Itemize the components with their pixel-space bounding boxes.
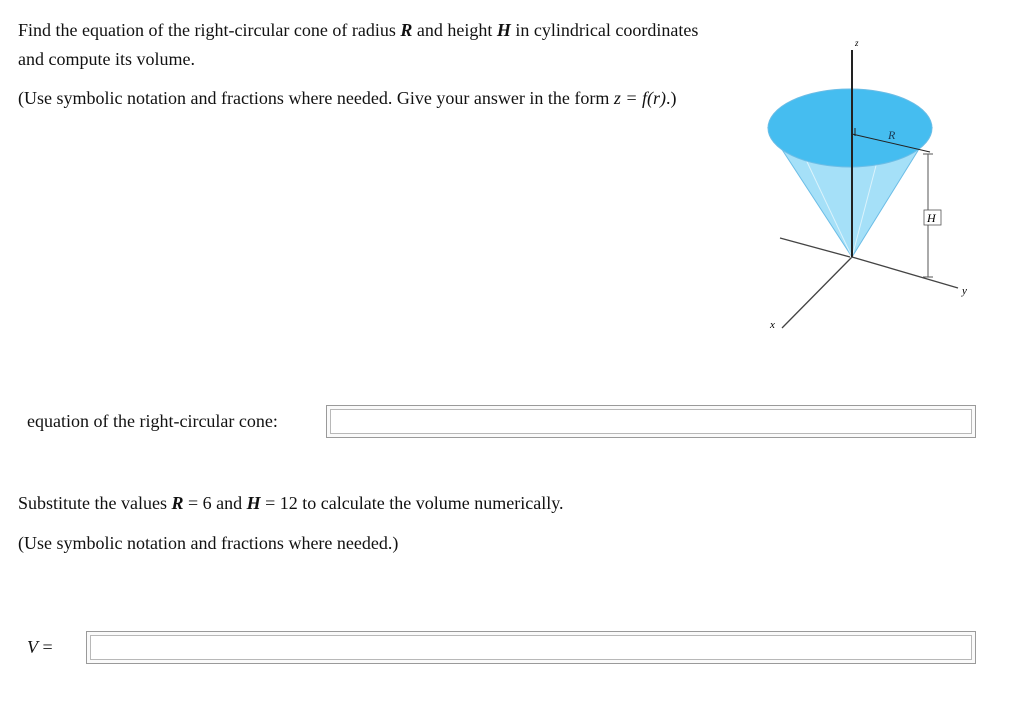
volume-symbol: V	[27, 637, 38, 657]
volume-equals: =	[38, 637, 53, 657]
volume-input[interactable]	[86, 631, 976, 664]
cone-equation-label: equation of the right-circular cone:	[27, 411, 278, 431]
radius-value-text: = 6 and	[183, 493, 247, 513]
volume-input-field[interactable]	[90, 635, 972, 660]
substitution-text: Substitute the values	[18, 493, 172, 513]
cone-equation-input-field[interactable]	[330, 409, 972, 434]
z-axis-label: z	[855, 38, 859, 48]
volume-label	[27, 633, 53, 662]
notation-text-end: .)	[665, 88, 677, 108]
answer-form-formula: z = f(r)	[613, 88, 666, 108]
radius-label: R	[888, 128, 896, 142]
problem-text-part: and height	[412, 20, 497, 40]
substitution-instructions	[18, 489, 564, 518]
notation-instructions	[18, 84, 718, 113]
problem-text-part: Find the equation of the right-circular cone of radius	[18, 20, 401, 40]
height-label: H	[927, 211, 936, 225]
y-axis-label: y	[962, 285, 967, 297]
height-value-text: = 12 to calculate the volume numerically.	[260, 493, 564, 513]
volume-notation-instructions: (Use symbolic notation and fractions where needed.)	[18, 533, 399, 553]
y-axis-right	[852, 257, 958, 288]
y-axis-left	[780, 238, 850, 257]
cone-diagram	[760, 30, 980, 340]
height-symbol: H	[246, 493, 261, 513]
radius-symbol: R	[400, 20, 413, 40]
cone-equation-input[interactable]	[326, 405, 976, 438]
problem-text-part: in cylindrical coordinates and compute its volume.	[18, 20, 699, 69]
cone-top-disk	[768, 89, 932, 167]
height-symbol: H	[496, 20, 511, 40]
notation-text: (Use symbolic notation and fractions where needed. Give your answer in the form	[18, 88, 614, 108]
problem-statement	[18, 16, 718, 74]
radius-symbol: R	[171, 493, 184, 513]
x-axis-label: x	[770, 319, 775, 331]
x-axis	[782, 257, 852, 328]
